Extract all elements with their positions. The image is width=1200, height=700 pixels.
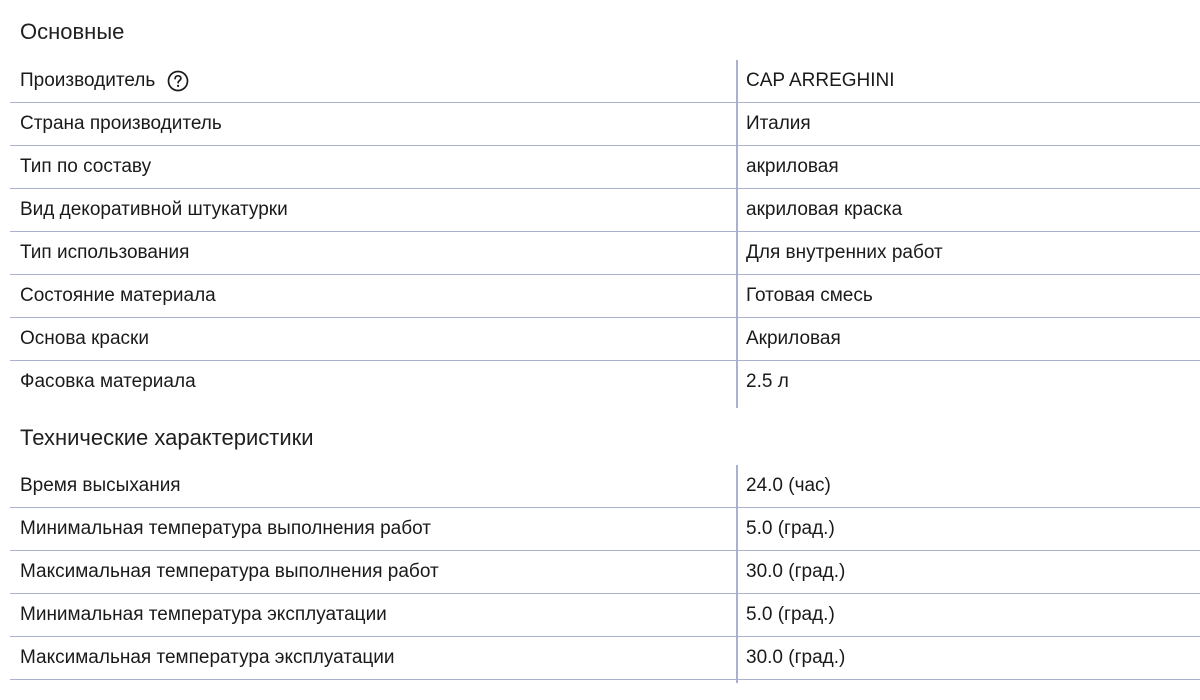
spec-label: Максимальная температура эксплуатации — [20, 647, 395, 668]
spec-label: Состояние материала — [20, 285, 216, 306]
spec-value: акриловая — [746, 156, 839, 177]
spec-label: Основа краски — [20, 328, 149, 349]
spec-value: 2.5 л — [746, 371, 789, 392]
help-circle-icon[interactable] — [167, 70, 189, 92]
spec-label: Минимальная температура выполнения работ — [20, 518, 431, 539]
spec-row — [10, 189, 1200, 232]
spec-label: Максимальная температура выполнения работ — [20, 561, 439, 582]
spec-value: Для внутренних работ — [746, 242, 943, 263]
spec-label-text: Производитель — [20, 70, 156, 91]
spec-row — [10, 146, 1200, 189]
spec-row — [10, 103, 1200, 146]
section-title-main: Основные — [20, 19, 125, 44]
spec-row — [10, 594, 1200, 637]
spec-value: 30.0 (град.) — [746, 561, 846, 582]
section-title-technical: Технические характеристики — [20, 425, 314, 450]
spec-value: 5.0 (град.) — [746, 604, 835, 625]
spec-value: акриловая краска — [746, 199, 903, 220]
spec-value: 24.0 (час) — [746, 475, 831, 496]
spec-label: Тип использования — [20, 242, 190, 263]
spec-row-manufacturer — [10, 60, 1200, 103]
spec-value: Готовая смесь — [746, 285, 873, 306]
spec-row — [10, 275, 1200, 318]
spec-value: 5.0 (град.) — [746, 518, 835, 539]
spec-label: Вид декоративной штукатурки — [20, 199, 288, 220]
spec-row — [10, 508, 1200, 551]
spec-label: Время высыхания — [20, 475, 181, 496]
specs-table-main — [10, 60, 1200, 404]
spec-label: Минимальная температура эксплуатации — [20, 604, 387, 625]
spec-value: 30.0 (град.) — [746, 647, 846, 668]
spec-row — [10, 465, 1200, 508]
spec-label: Тип по составу — [20, 156, 152, 177]
spec-row — [10, 318, 1200, 361]
spec-value: CAP ARREGHINI — [746, 70, 895, 91]
spec-label — [20, 60, 189, 102]
spec-value: Италия — [746, 113, 811, 134]
spec-value: Акриловая — [746, 328, 841, 349]
specs-table-technical — [10, 465, 1200, 680]
spec-row — [10, 551, 1200, 594]
spec-label: Фасовка материала — [20, 371, 196, 392]
spec-label: Страна производитель — [20, 113, 222, 134]
spec-row — [10, 637, 1200, 680]
spec-row — [10, 232, 1200, 275]
spec-row — [10, 361, 1200, 404]
